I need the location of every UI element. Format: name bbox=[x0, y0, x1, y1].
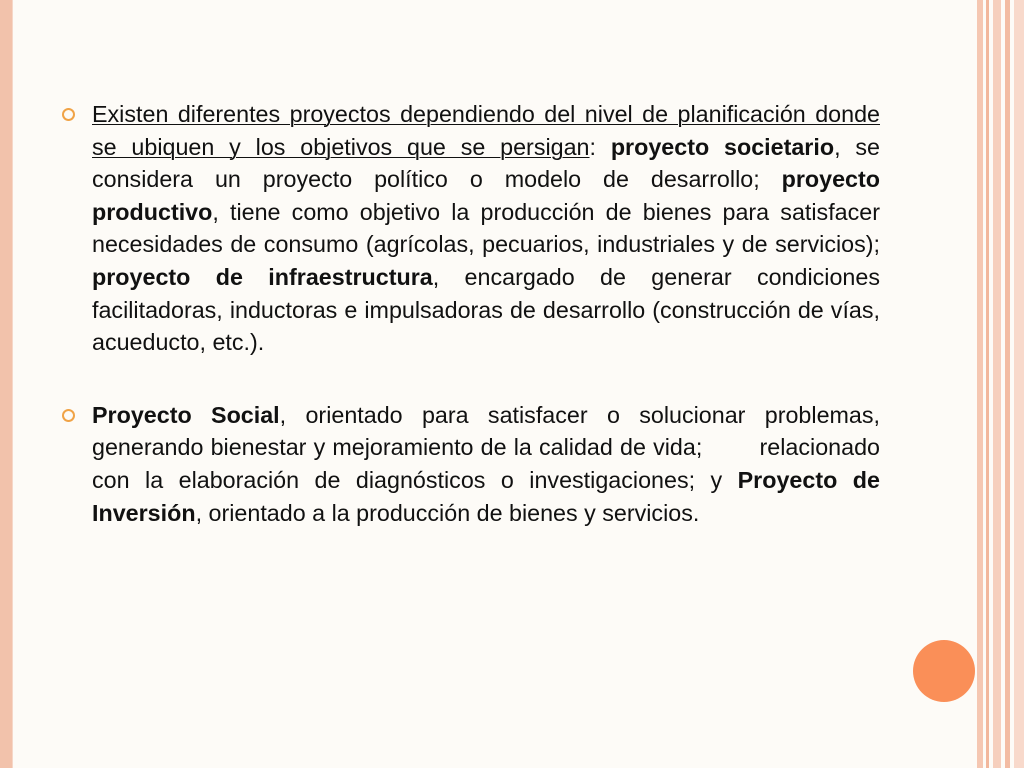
bullet-circle-icon bbox=[62, 409, 75, 422]
left-border-stripe bbox=[0, 0, 13, 768]
decorative-orange-circle bbox=[913, 640, 975, 702]
right-stripe bbox=[993, 0, 1001, 768]
body-text: , se considera un proyecto político o modelo de desarrollo; bbox=[92, 133, 880, 193]
body-text: , orientado para satisfacer o solucionar problemas, generando bienestar y mejoramiento de la calidad de vida; relacionado con la elaboración de diagnósticos o investigaciones; y bbox=[92, 401, 887, 493]
right-stripe bbox=[1005, 0, 1010, 768]
bullet-paragraph bbox=[92, 98, 880, 359]
right-stripe bbox=[986, 0, 989, 768]
body-text: , tiene como objetivo la producción de bienes para satisfacer necesidades de consumo (agrícolas, pecuarios, industriales y de servicios); bbox=[92, 198, 880, 258]
term-proyecto-societario: proyecto societario bbox=[610, 133, 835, 160]
underlined-intro: Existen diferentes proyectos dependiendo del nivel de planificación donde se ubiquen y los objetivos que se persigan bbox=[92, 101, 880, 160]
term-proyecto-inversion: Proyecto de Inversión bbox=[92, 466, 880, 526]
term-proyecto-social: Proyecto Social bbox=[92, 401, 280, 428]
bullet-circle-icon bbox=[62, 108, 75, 121]
right-stripe bbox=[1014, 0, 1024, 768]
body-text: , encargado de generar condiciones facilitadoras, inductoras e impulsadoras de desarrollo (construcción de vías, acueducto, etc.). bbox=[92, 263, 880, 356]
bullet-paragraph bbox=[92, 399, 887, 529]
term-proyecto-infraestructura: proyecto de infraestructura bbox=[92, 263, 433, 290]
slide-body bbox=[58, 98, 887, 569]
colon-text: : bbox=[589, 133, 611, 160]
right-stripe bbox=[977, 0, 983, 768]
bullet-item-social-investment bbox=[58, 399, 887, 529]
bullet-item-project-types bbox=[58, 98, 880, 359]
body-text: , orientado a la producción de bienes y servicios. bbox=[195, 499, 700, 526]
right-decorative-stripes bbox=[977, 0, 1024, 768]
term-proyecto-productivo: proyecto productivo bbox=[92, 166, 880, 225]
